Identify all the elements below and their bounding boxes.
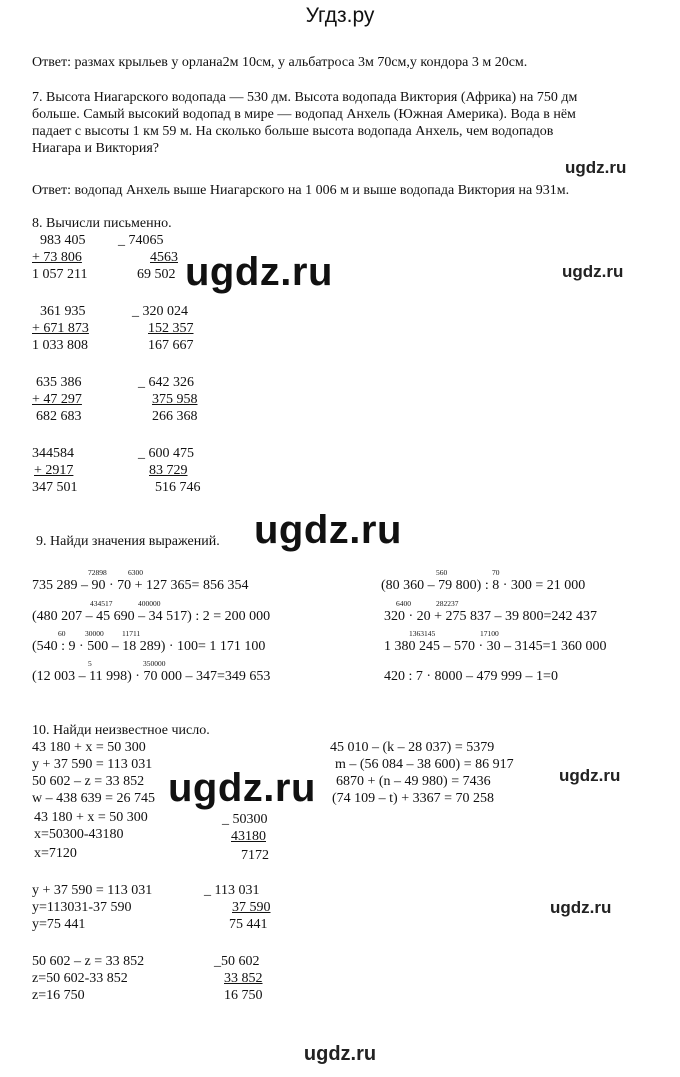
minuend: _ 600 475 bbox=[138, 446, 194, 461]
task-9-title: 9. Найди значения выражений. bbox=[36, 534, 220, 549]
solution-line: z=16 750 bbox=[32, 988, 85, 1003]
column-result: 7172 bbox=[241, 848, 269, 863]
task-8-title: 8. Вычисли письменно. bbox=[32, 216, 172, 231]
task-7-line-2: больше. Самый высокий водопад в мире — водопад Анхель (Южная Америка). Вода в нём bbox=[32, 107, 576, 122]
task-7-line-4: Ниагара и Виктория? bbox=[32, 141, 160, 156]
addend-2: + 47 297 bbox=[32, 392, 82, 407]
watermark: ugdz.ru bbox=[168, 766, 316, 810]
solution-line: x=7120 bbox=[34, 846, 77, 861]
column-result: 75 441 bbox=[229, 917, 268, 932]
minuend: _ 642 326 bbox=[138, 375, 194, 390]
watermark: ugdz.ru bbox=[254, 508, 402, 552]
intermediate-value: 60 bbox=[58, 629, 66, 638]
difference-result: 266 368 bbox=[152, 409, 198, 424]
solution-line: 43 180 + x = 50 300 bbox=[34, 810, 148, 825]
difference-result: 167 667 bbox=[148, 338, 194, 353]
equation: w – 438 639 = 26 745 bbox=[32, 791, 156, 806]
addend-1: 344584 bbox=[32, 446, 74, 461]
addend-2: + 73 806 bbox=[32, 250, 82, 265]
watermark: ugdz.ru bbox=[565, 158, 627, 177]
subtrahend: 4563 bbox=[150, 250, 178, 265]
equation: y + 37 590 = 113 031 bbox=[32, 757, 153, 772]
expression-line: 1 380 245 – 570 · 30 – 3145=1 360 000 bbox=[384, 639, 607, 654]
task-7-line-3: падает с высоты 1 км 59 м. На сколько больше высота водопада Анхель, чем водопадов bbox=[32, 124, 554, 139]
expression-line: (80 360 – 79 800) : 8 · 300 = 21 000 bbox=[381, 578, 586, 593]
column-subtrahend: 33 852 bbox=[224, 971, 263, 986]
answer-task-6: Ответ: размах крыльев у орлана2м 10см, у альбатроса 3м 70см,у кондора 3 м 20см. bbox=[32, 55, 528, 70]
task-7-line-1: 7. Высота Ниагарского водопада — 530 дм. Высота водопада Виктория (Африка) на 750 дм bbox=[32, 90, 578, 105]
difference-result: 516 746 bbox=[155, 480, 201, 495]
equation: 45 010 – (k – 28 037) = 5379 bbox=[330, 740, 495, 755]
intermediate-value: 434517 bbox=[90, 599, 113, 608]
sum-result: 1 057 211 bbox=[32, 267, 88, 282]
expression-line: (12 003 – 11 998) · 70 000 – 347=349 653 bbox=[32, 669, 271, 684]
intermediate-value: 1363145 bbox=[409, 629, 436, 638]
intermediate-value: 350000 bbox=[143, 659, 166, 668]
expression-line: (480 207 – 45 690 – 34 517) : 2 = 200 000 bbox=[32, 609, 271, 624]
expression-line: (540 : 9 · 500 – 18 289) · 100= 1 171 100 bbox=[32, 639, 266, 654]
expression-line: 320 · 20 + 275 837 – 39 800=242 437 bbox=[384, 609, 597, 624]
intermediate-value: 72898 bbox=[88, 568, 107, 577]
intermediate-value: 17100 bbox=[480, 629, 499, 638]
solution-line: y + 37 590 = 113 031 bbox=[32, 883, 153, 898]
addend-1: 635 386 bbox=[36, 375, 82, 390]
equation: m – (56 084 – 38 600) = 86 917 bbox=[335, 757, 514, 772]
intermediate-value: 5 bbox=[88, 659, 92, 668]
watermark: ugdz.ru bbox=[185, 250, 333, 294]
difference-result: 69 502 bbox=[137, 267, 176, 282]
intermediate-value: 70 bbox=[492, 568, 500, 577]
solution-line: y=75 441 bbox=[32, 917, 86, 932]
intermediate-value: 6400 bbox=[396, 599, 411, 608]
expression-line: 735 289 – 90 · 70 + 127 365= 856 354 bbox=[32, 578, 249, 593]
sum-result: 1 033 808 bbox=[32, 338, 88, 353]
answer-task-7: Ответ: водопад Анхель выше Ниагарского на 1 006 м и выше водопада Виктория на 931м. bbox=[32, 183, 570, 198]
equation: 50 602 – z = 33 852 bbox=[32, 774, 145, 789]
column-minuend: _ 113 031 bbox=[204, 883, 260, 898]
addend-1: 361 935 bbox=[40, 304, 86, 319]
solution-line: x=50300-43180 bbox=[34, 827, 124, 842]
solution-line: 50 602 – z = 33 852 bbox=[32, 954, 145, 969]
intermediate-value: 30000 bbox=[85, 629, 104, 638]
page-title: Угдз.ру bbox=[305, 4, 375, 27]
watermark-footer: ugdz.ru bbox=[303, 1043, 377, 1065]
sum-result: 682 683 bbox=[36, 409, 82, 424]
subtrahend: 152 357 bbox=[148, 321, 194, 336]
column-subtrahend: 37 590 bbox=[232, 900, 271, 915]
equation: (74 109 – t) + 3367 = 70 258 bbox=[332, 791, 495, 806]
watermark: ugdz.ru bbox=[550, 898, 612, 917]
sum-result: 347 501 bbox=[32, 480, 78, 495]
column-subtrahend: 43180 bbox=[231, 829, 266, 844]
minuend: _ 320 024 bbox=[132, 304, 188, 319]
column-minuend: _50 602 bbox=[214, 954, 260, 969]
equation: 6870 + (n – 49 980) = 7436 bbox=[336, 774, 491, 789]
subtrahend: 375 958 bbox=[152, 392, 198, 407]
addend-1: 983 405 bbox=[40, 233, 86, 248]
column-result: 16 750 bbox=[224, 988, 263, 1003]
solution-line: y=113031-37 590 bbox=[32, 900, 132, 915]
addend-2: + 2917 bbox=[34, 463, 74, 478]
watermark: ugdz.ru bbox=[562, 262, 624, 281]
intermediate-value: 11711 bbox=[122, 629, 141, 638]
solution-line: z=50 602-33 852 bbox=[32, 971, 128, 986]
intermediate-value: 560 bbox=[436, 568, 448, 577]
intermediate-value: 400000 bbox=[138, 599, 161, 608]
subtrahend: 83 729 bbox=[149, 463, 188, 478]
intermediate-value: 6300 bbox=[128, 568, 143, 577]
watermark: ugdz.ru bbox=[559, 766, 621, 785]
column-minuend: _ 50300 bbox=[222, 812, 268, 827]
equation: 43 180 + x = 50 300 bbox=[32, 740, 146, 755]
minuend: _ 74065 bbox=[118, 233, 164, 248]
intermediate-value: 282237 bbox=[436, 599, 459, 608]
task-10-title: 10. Найди неизвестное число. bbox=[32, 723, 210, 738]
expression-line: 420 : 7 · 8000 – 479 999 – 1=0 bbox=[384, 669, 558, 684]
addend-2: + 671 873 bbox=[32, 321, 89, 336]
